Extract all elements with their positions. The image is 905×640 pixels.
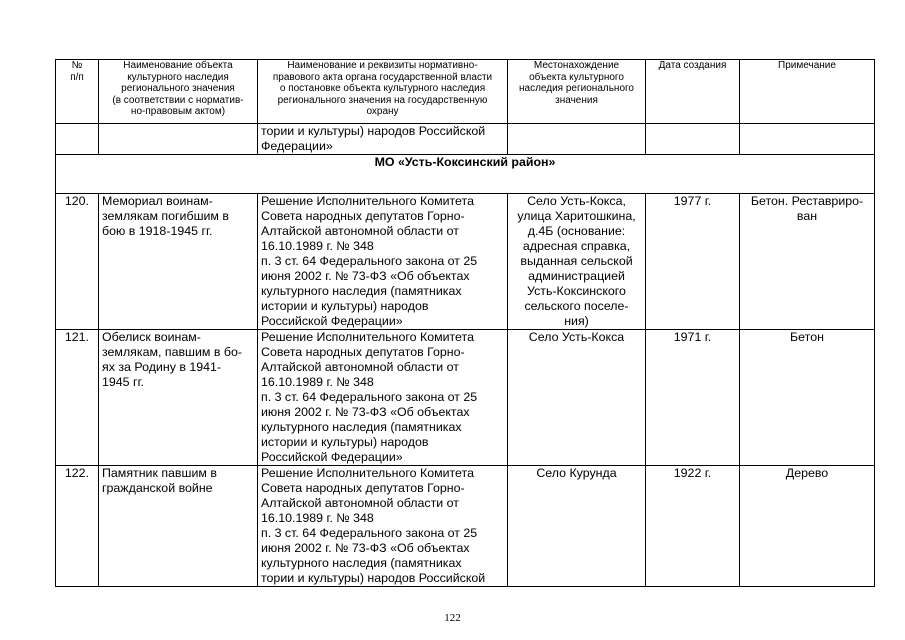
row-location: Село Усть-Кокса, улица Харитошкина, д.4Б (основание: адресная справка, выданная сельской администрацией Усть-Коксинского сельского поселе- ния) [508,194,646,330]
continuation-note [740,124,875,155]
continuation-act: тории и культуры) народов Российской Федерации» [258,124,508,155]
continuation-name [99,124,258,155]
continuation-num [56,124,99,155]
row-note: Бетон. Реставриро- ван [740,194,875,330]
heritage-registry-table [55,59,875,587]
continuation-date [646,124,740,155]
row-date: 1971 г. [646,330,740,466]
header-location: Местонахождение объекта культурного наследия регионального значения [508,60,646,124]
row-location: Село Усть-Кокса [508,330,646,466]
row-note: Дерево [740,466,875,587]
row-name: Мемориал воинам- землякам погибшим в бою в 1918-1945 гг. [99,194,258,330]
header-num: № п/п [56,60,99,124]
table-header-row [56,60,875,124]
row-num: 121. [56,330,99,466]
header-act: Наименование и реквизиты нормативно- правового акта органа государственной власти о постановке объекта культурного наследия регионального значения на государственную охрану [258,60,508,124]
table-row [56,194,875,330]
header-note: Примечание [740,60,875,124]
row-act: Решение Исполнительного Комитета Совета народных депутатов Горно- Алтайской автономной области от 16.10.1989 г. № 348 п. 3 ст. 64 Федерального закона от 25 июня 2002 г. № 73-ФЗ «Об объектах культурного наследия (памятниках тории и культуры) народов Российской [258,466,508,587]
section-row [56,155,875,194]
continuation-location [508,124,646,155]
row-name: Памятник павшим в гражданской войне [99,466,258,587]
row-name: Обелиск воинам- землякам, павшим в бо- ях за Родину в 1941- 1945 гг. [99,330,258,466]
section-title: МО «Усть-Коксинский район» [56,155,875,194]
row-note: Бетон [740,330,875,466]
row-num: 122. [56,466,99,587]
row-location: Село Курунда [508,466,646,587]
row-num: 120. [56,194,99,330]
page-number: 122 [444,612,461,624]
row-act: Решение Исполнительного Комитета Совета народных депутатов Горно- Алтайской автономной области от 16.10.1989 г. № 348 п. 3 ст. 64 Федерального закона от 25 июня 2002 г. № 73-ФЗ «Об объектах культурного наследия (памятниках истории и культуры) народов Российской Федерации» [258,194,508,330]
table-row [56,466,875,587]
row-act: Решение Исполнительного Комитета Совета народных депутатов Горно- Алтайской автономной области от 16.10.1989 г. № 348 п. 3 ст. 64 Федерального закона от 25 июня 2002 г. № 73-ФЗ «Об объектах культурного наследия (памятниках истории и культуры) народов Российской Федерации» [258,330,508,466]
continuation-row [56,124,875,155]
table-row [56,330,875,466]
header-date: Дата создания [646,60,740,124]
row-date: 1977 г. [646,194,740,330]
header-name: Наименование объекта культурного наследия регионального значения (в соответствии с норматив- но-правовым актом) [99,60,258,124]
row-date: 1922 г. [646,466,740,587]
